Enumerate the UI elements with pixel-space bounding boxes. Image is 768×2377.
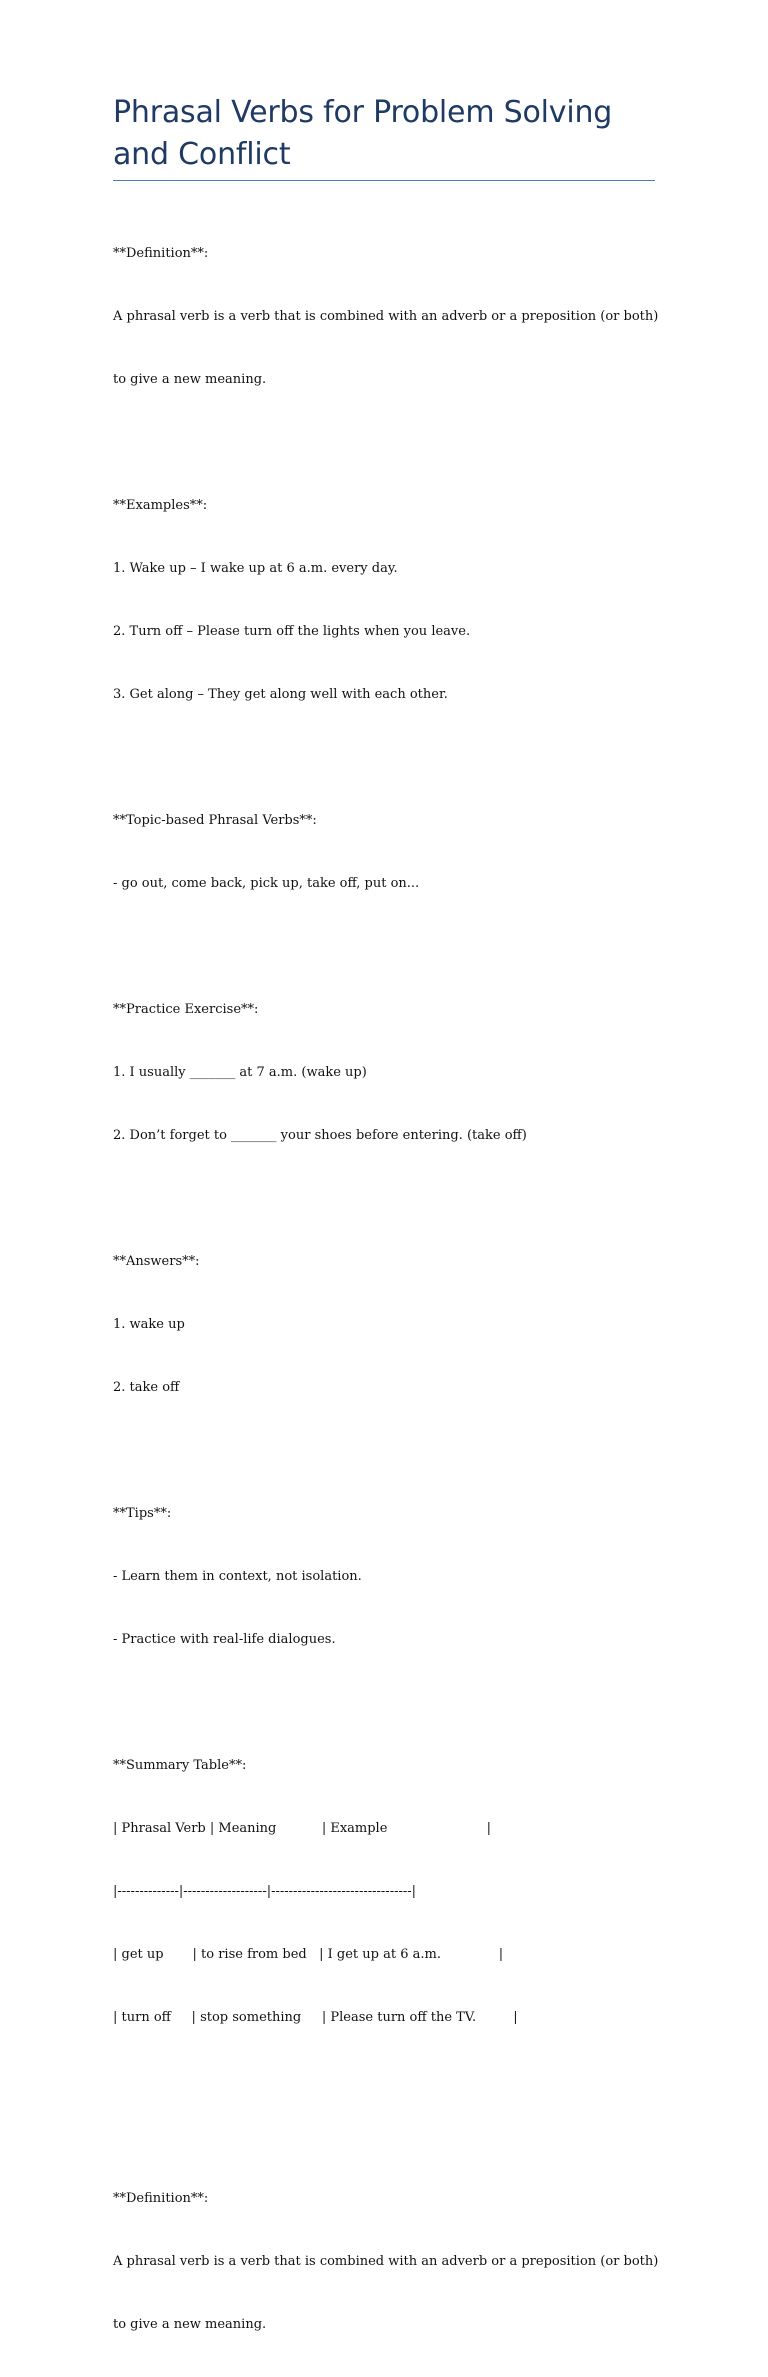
text-line: - go out, come back, pick up, take off, put on... [113, 876, 420, 891]
text-line [113, 1188, 655, 1209]
text-line: **Definition**: [113, 246, 209, 261]
text-line [113, 1692, 655, 1713]
text-line: **Examples**: [113, 498, 208, 513]
text-line: **Practice Exercise**: [113, 1002, 259, 1017]
text-line: - Practice with real-life dialogues. [113, 1632, 336, 1647]
text-line: 2. Don’t forget to _______ your shoes before entering. (take off) [113, 1128, 527, 1143]
text-line: 2. Turn off – Please turn off the lights when you leave. [113, 624, 471, 639]
table-row: | turn off | stop something | Please turn off the TV. | [113, 2010, 518, 2025]
text-line: **Answers**: [113, 1254, 200, 1269]
table-row: | Phrasal Verb | Meaning | Example | [113, 1821, 491, 1836]
text-line: **Summary Table**: [113, 1758, 247, 1773]
text-line: to give a new meaning. [113, 2317, 267, 2332]
text-line: A phrasal verb is a verb that is combined with an adverb or a preposition (or both) [113, 309, 659, 324]
text-line [113, 936, 655, 957]
text-line: to give a new meaning. [113, 372, 267, 387]
text-line [113, 747, 655, 768]
document-page [113, 92, 659, 2377]
table-row: | get up | to rise from bed | I get up at 6 a.m. | [113, 1947, 504, 1962]
table-row: |--------------|-------------------|--------------------------------| [113, 1884, 417, 1899]
text-line [113, 432, 655, 453]
text-line: 1. wake up [113, 1317, 185, 1332]
text-line: 1. I usually _______ at 7 a.m. (wake up) [113, 1065, 367, 1080]
text-line: 2. take off [113, 1380, 180, 1395]
text-line: A phrasal verb is a verb that is combined with an adverb or a preposition (or both) [113, 2254, 659, 2269]
text-line: 1. Wake up – I wake up at 6 a.m. every day. [113, 561, 398, 576]
text-line: **Tips**: [113, 1506, 172, 1521]
page-title: Phrasal Verbs for Problem Solving and Conflict [113, 95, 613, 172]
title-divider [113, 180, 655, 181]
text-line: **Definition**: [113, 2191, 209, 2206]
text-line: **Topic-based Phrasal Verbs**: [113, 813, 317, 828]
text-line: - Learn them in context, not isolation. [113, 1569, 362, 1584]
text-line [113, 1440, 655, 1461]
text-line: 3. Get along – They get along well with each other. [113, 687, 448, 702]
document-body [113, 201, 659, 2377]
section-gap [113, 2091, 655, 2125]
